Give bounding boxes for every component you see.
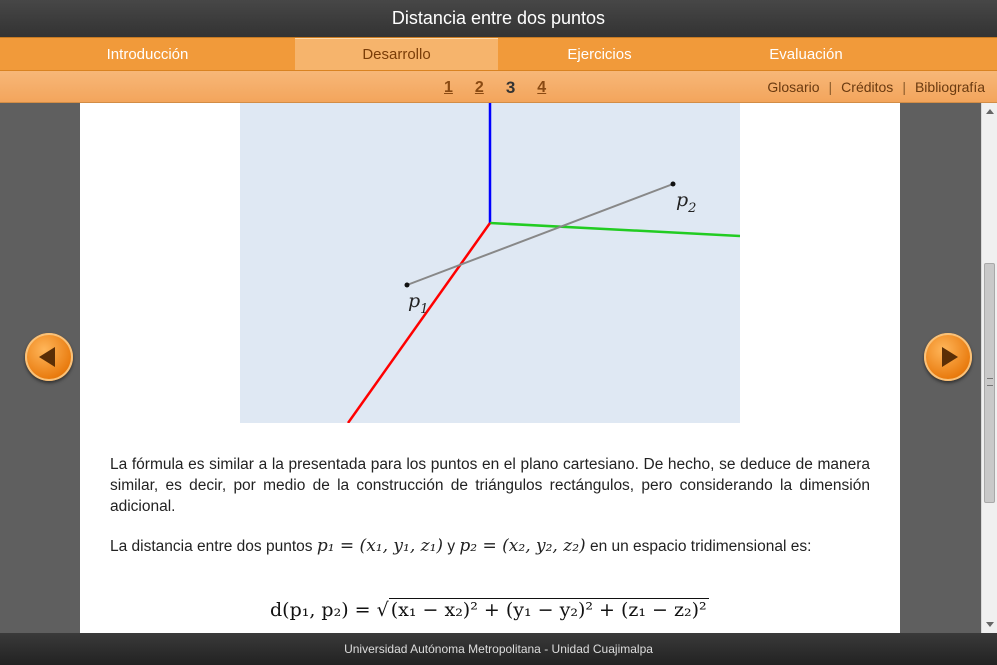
- resource-links: [767, 71, 985, 104]
- para2-text-after: en un espacio tridimensional es:: [585, 538, 812, 555]
- label-p1-subscript: 1: [420, 302, 429, 317]
- main-tabs: [0, 37, 997, 71]
- creditos-link[interactable]: Créditos: [841, 79, 894, 95]
- formula-lhs: d(p₁, p₂) = √: [270, 599, 389, 621]
- previous-arrow-button[interactable]: [25, 333, 73, 381]
- scroll-down-icon[interactable]: [986, 622, 994, 627]
- distance-formula: [270, 599, 709, 621]
- glosario-link[interactable]: Glosario: [767, 79, 820, 95]
- page-current-3: 3: [505, 78, 516, 97]
- scroll-up-icon[interactable]: [986, 109, 994, 114]
- label-p1: p: [408, 290, 421, 312]
- math-p2: p₂ = (x₂, y₂, z₂): [459, 536, 586, 556]
- tab-evaluacion[interactable]: Evaluación: [769, 46, 843, 63]
- tab-desarrollo[interactable]: Desarrollo: [295, 38, 498, 70]
- math-p1: p₁ = (x₁, y₁, z₁): [316, 536, 444, 556]
- page-link-1[interactable]: 1: [444, 79, 453, 96]
- point-p1: [405, 283, 410, 288]
- page-title: Distancia entre dos puntos: [0, 0, 997, 37]
- separator: |: [902, 79, 906, 95]
- scrollbar-thumb[interactable]: [984, 263, 995, 503]
- arrow-left-icon: [39, 347, 55, 367]
- tab-introduccion[interactable]: Introducción: [106, 46, 189, 63]
- paragraph-distance-definition: [110, 536, 870, 557]
- content-area: [80, 103, 900, 633]
- para2-text-middle: y: [443, 538, 460, 555]
- sub-navigation: [0, 71, 997, 103]
- next-arrow-button[interactable]: [924, 333, 972, 381]
- tab-ejercicios[interactable]: Ejercicios: [567, 46, 632, 63]
- separator: |: [828, 79, 833, 95]
- arrow-right-icon: [942, 347, 958, 367]
- page-pagination: [444, 71, 568, 102]
- bibliografia-link[interactable]: Bibliografía: [914, 79, 985, 95]
- vertical-scrollbar[interactable]: [981, 103, 997, 633]
- grip-icon: [987, 378, 993, 386]
- formula-radicand: (x₁ − x₂)² + (y₁ − y₂)² + (z₁ − z₂)²: [390, 599, 707, 621]
- para2-text-before: La distancia entre dos puntos: [110, 538, 317, 555]
- page-link-2[interactable]: 2: [474, 79, 484, 96]
- page-link-4[interactable]: 4: [537, 79, 547, 96]
- 3d-axes-figure: [240, 103, 740, 423]
- footer-institution: Universidad Autónoma Metropolitana - Unidad Cuajimalpa: [0, 633, 997, 665]
- point-p2: [671, 182, 676, 187]
- label-p2-subscript: 2: [688, 201, 697, 216]
- paragraph-formula-intro: La fórmula es similar a la presentada para los puntos en el plano cartesiano. De hecho, se deduce de manera similar, es decir, por medio de la construcción de triángulos rectángulos, pero considerando la dimensión adicional.: [110, 456, 870, 515]
- label-p2: p: [676, 189, 689, 211]
